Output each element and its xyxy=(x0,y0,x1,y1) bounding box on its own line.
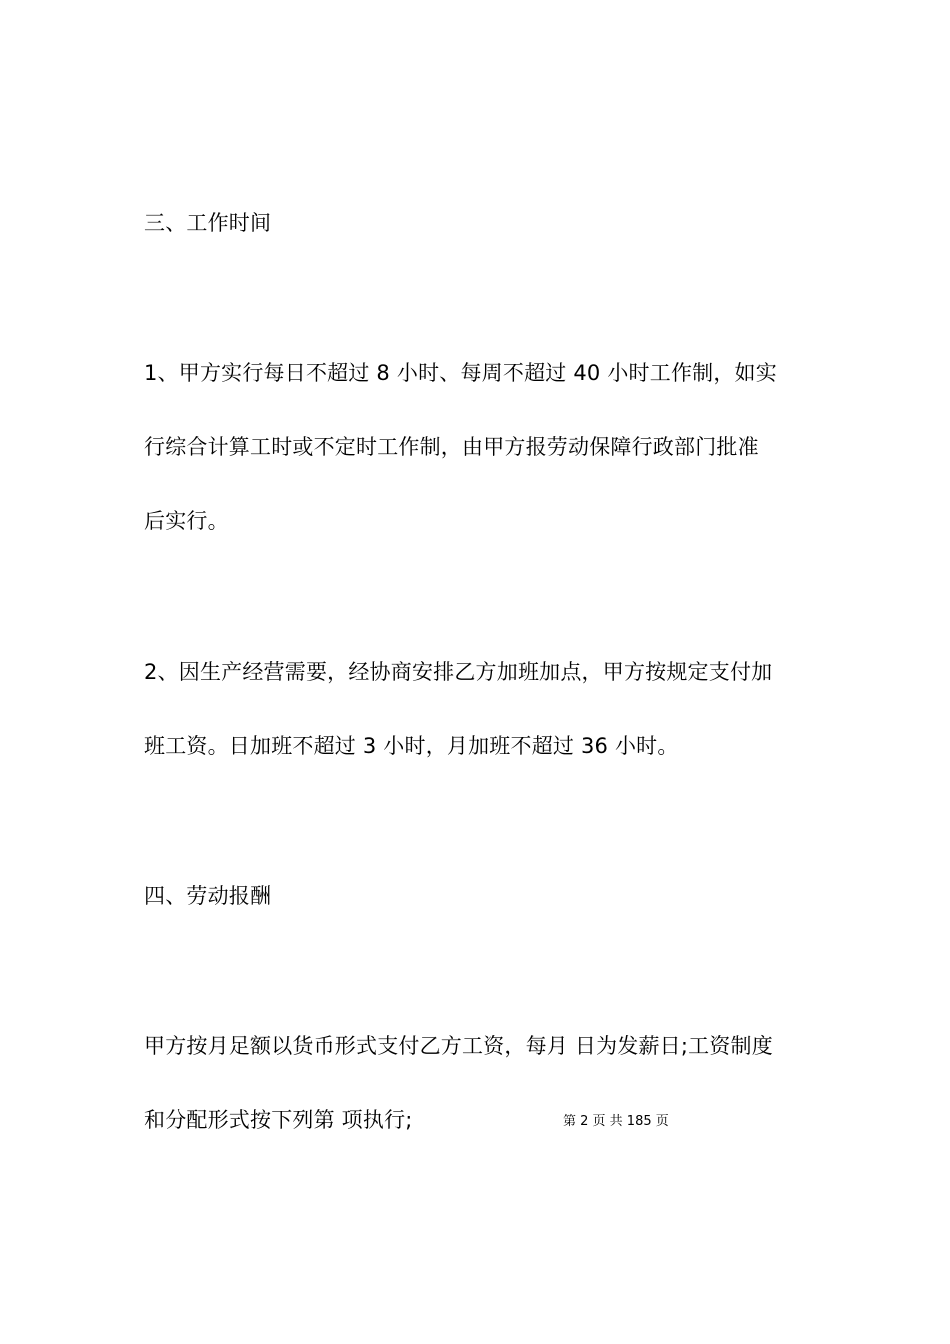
paragraph-2-line-2: 班工资。日加班不超过 3 小时，月加班不超过 36 小时。 xyxy=(144,734,679,758)
paragraph-1-line-3: 后实行。 xyxy=(144,509,229,533)
section-heading-work-time: 三、工作时间 xyxy=(144,211,272,235)
paragraph-1-line-1: 1、甲方实行每日不超过 8 小时、每周不超过 40 小时工作制，如实 xyxy=(144,361,777,385)
page-number-footer: 第 2 页 共 185 页 xyxy=(563,1114,669,1129)
paragraph-3-line-1: 甲方按月足额以货币形式支付乙方工资，每月 日为发薪日;工资制度 xyxy=(144,1034,773,1058)
paragraph-3-line-2: 和分配形式按下列第 项执行; xyxy=(144,1108,413,1132)
paragraph-2-line-1: 2、因生产经营需要，经协商安排乙方加班加点，甲方按规定支付加 xyxy=(144,660,773,684)
paragraph-1-line-2: 行综合计算工时或不定时工作制，由甲方报劳动保障行政部门批准 xyxy=(144,435,759,459)
section-heading-remuneration: 四、劳动报酬 xyxy=(144,884,272,908)
